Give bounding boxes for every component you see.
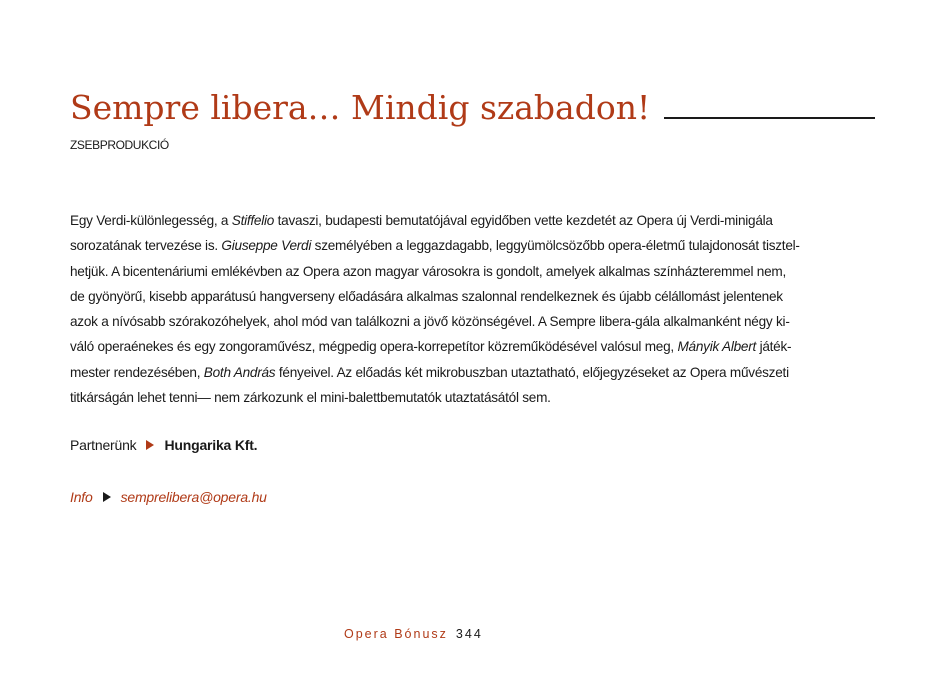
body-line-4: de gyönyörű, kisebb apparátusú hangverseny előadására alkalmas szalonnal rendelkeznek és újabb célállomást jelentenek <box>70 288 783 304</box>
body-text-run: sorozatának tervezése is. <box>70 238 222 254</box>
info-line <box>70 489 267 505</box>
body-line-8: titkárságán lehet tenni— nem zárkozunk el mini-balettbemutatók utaztatásától sem. <box>70 390 551 406</box>
subtitle: ZSEBPRODUKCIÓ <box>70 138 169 152</box>
body-text-run: fényeivel. Az előadás két mikrobuszban utaztatható, előjegyzéseket az Opera művészeti <box>275 364 789 380</box>
page-title: Sempre libera… Mindig szabadon! <box>70 88 651 127</box>
body-text-run: személyében a leggazdagabb, leggyümölcsözőbb opera-életmű tulajdonosát tisztel- <box>311 238 800 254</box>
info-label: Info <box>70 489 93 505</box>
body-line-1 <box>70 208 875 233</box>
body-text-run: Egy Verdi-különlegesség, a <box>70 213 232 228</box>
body-line-5: azok a nívósabb szórakozóhelyek, ahol mód van találkozni a jövő közönségével. A Sempre libera-gála alkalmanként négy ki- <box>70 314 790 330</box>
body-text-run: mester rendezésében, <box>70 364 204 380</box>
partner-name: Hungarika Kft. <box>164 437 258 453</box>
title-row <box>70 88 875 127</box>
body-text-run: váló operaénekes és egy zongoraművész, mégpedig opera-korrepetítor közreműködésével valósul meg, <box>70 339 678 355</box>
title-rule <box>664 117 875 119</box>
page-number: 344 <box>455 627 483 641</box>
body-line-6 <box>70 334 875 359</box>
opera-title-stiffelio: Stiffelio <box>231 213 275 228</box>
body-text-run: tavaszi, budapesti bemutatójával egyidőben vette kezdetét az Opera új Verdi-minigála <box>274 213 773 228</box>
body-line-3: hetjük. A bicentenáriumi emlékévben az Opera azon magyar városokra is gondolt, amelyek alkalmas színházteremmel nem, <box>70 263 786 279</box>
arrow-right-icon <box>146 440 154 450</box>
page-footer <box>344 627 483 641</box>
body-line-2 <box>70 233 875 258</box>
director-name: Mányik Albert <box>677 339 757 355</box>
arrow-right-icon <box>103 492 111 502</box>
partner-label: Partnerünk <box>70 437 137 453</box>
composer-name: Giuseppe Verdi <box>221 238 312 254</box>
footer-publication: Opera Bónusz <box>344 627 448 641</box>
body-text <box>70 208 875 410</box>
partner-line <box>70 437 257 453</box>
lighting-designer-name: Both András <box>203 364 276 380</box>
body-text-run: játék- <box>756 339 792 355</box>
info-email-link[interactable]: semprelibera@opera.hu <box>120 489 267 505</box>
body-line-7 <box>70 360 875 385</box>
